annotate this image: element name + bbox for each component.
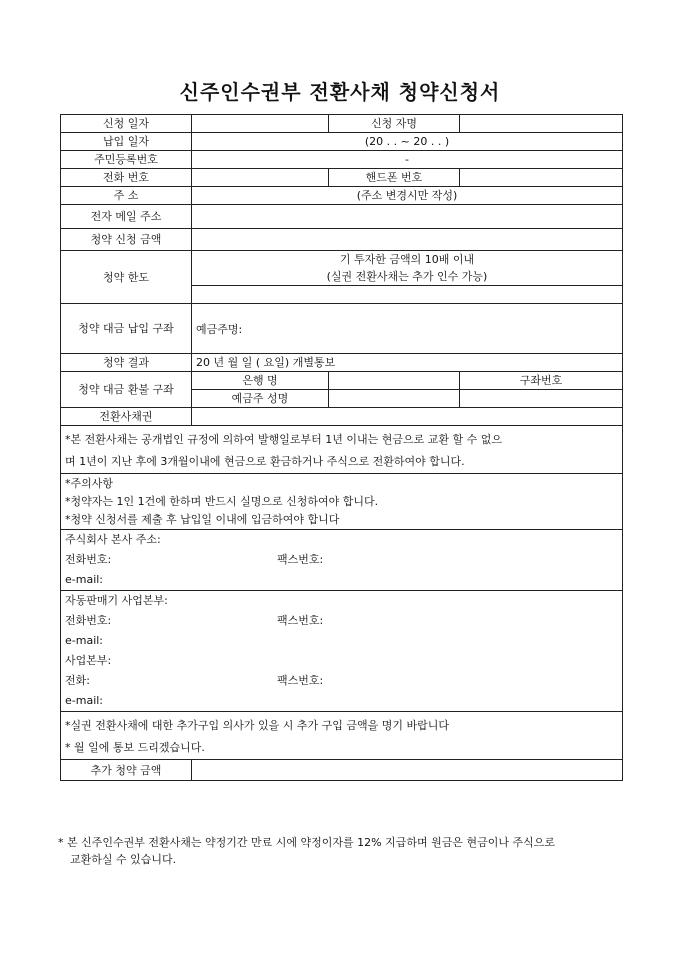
caution-line2: *청약 신청서를 제출 후 납입일 이내에 입금하여야 합니다 (65, 513, 340, 526)
extra-amount-label: 추가 청약 금액 (61, 760, 192, 781)
pay-date-field[interactable]: (20 . . ~ 20 . . ) (192, 133, 623, 151)
footnote (58, 834, 628, 868)
limit-note-line1: 기 투자한 금액의 10배 이내 (339, 253, 475, 266)
vending-fax: 팩스번호: (277, 614, 324, 627)
row-notice-extra (61, 712, 623, 760)
extra-line2: * 월 일에 통보 드리겠습니다. (65, 741, 205, 754)
mobile-label: 핸드폰 번호 (329, 169, 460, 187)
applicant-name-label: 신청 자명 (329, 115, 460, 133)
mobile-field[interactable] (460, 169, 623, 187)
address-field[interactable]: (주소 변경시만 작성) (192, 187, 623, 205)
form-title: 신주인수권부 전환사채 청약신청서 (179, 80, 501, 104)
limit-field[interactable] (192, 286, 623, 304)
row-refund-bank (61, 372, 623, 390)
extra-line1: *실권 전환사채에 대한 추가구입 의사가 있을 시 추가 구입 금액을 명기 바랍니다 (65, 719, 449, 732)
row-notice-caution (61, 474, 623, 530)
limit-label: 청약 한도 (61, 251, 192, 304)
depositor-name-label: 예금주 성명 (192, 390, 329, 408)
footnote-line1: * 본 신주인수권부 전환사채는 약정기간 만료 시에 약정이자를 12% 지급하며 원금은 현금이나 주식으로 (58, 836, 555, 849)
row-resident-no (61, 151, 623, 169)
account-no-label: 구좌번호 (460, 372, 623, 390)
biz-fax: 팩스번호: (277, 674, 324, 687)
limit-note (192, 251, 623, 286)
hq-email: e-mail: (65, 573, 104, 586)
bank-name-label: 은행 명 (192, 372, 329, 390)
limit-note-line2: (실권 전환사채는 추가 인수 가능) (326, 270, 488, 283)
amount-field[interactable] (192, 229, 623, 251)
hq-contact-box (61, 530, 623, 591)
vending-phone-fax (65, 611, 618, 631)
row-branch-contact (61, 591, 623, 712)
resident-no-label: 주민등록번호 (61, 151, 192, 169)
account-no-field[interactable] (460, 390, 623, 408)
hq-phone: 전화번호: (65, 553, 112, 566)
extra-amount-field[interactable] (192, 760, 623, 781)
notice-extra-purchase (61, 712, 623, 760)
bond-right-label: 전환사채권 (61, 408, 192, 426)
row-phone (61, 169, 623, 187)
row-limit (61, 251, 623, 286)
result-label: 청약 결과 (61, 354, 192, 372)
footnote-line2: 교환하실 수 있습니다. (70, 853, 177, 866)
phone-label: 전화 번호 (61, 169, 192, 187)
row-amount (61, 229, 623, 251)
depositor-name-field[interactable] (329, 390, 460, 408)
pay-account-field[interactable] (192, 304, 623, 354)
row-apply-date (61, 115, 623, 133)
row-hq-contact (61, 530, 623, 591)
vending-phone: 전화번호: (65, 614, 112, 627)
phone-field[interactable] (192, 169, 329, 187)
apply-date-field[interactable] (192, 115, 329, 133)
depositor-label: 예금주명: (196, 323, 243, 336)
pay-date-label: 납입 일자 (61, 133, 192, 151)
address-label: 주 소 (61, 187, 192, 205)
email-field[interactable] (192, 205, 623, 229)
caution-line1: *청약자는 1인 1건에 한하며 반드시 실명으로 신청하여야 합니다. (65, 495, 379, 508)
biz-email: e-mail: (65, 694, 104, 707)
notice-cash-line2: 며 1년이 지난 후에 3개월이내에 현금으로 환금하거나 주식으로 전환하여야 합니다. (65, 455, 465, 468)
branch-contact-box (61, 591, 623, 712)
biz-phone-fax (65, 671, 618, 691)
notice-cash-exchange (61, 426, 623, 474)
hq-fax: 팩스번호: (277, 553, 324, 566)
vending-email: e-mail: (65, 634, 104, 647)
row-bond-right (61, 408, 623, 426)
row-result (61, 354, 623, 372)
row-pay-date (61, 133, 623, 151)
row-extra-amount (61, 760, 623, 781)
resident-no-field[interactable]: - (192, 151, 623, 169)
caution-head: *주의사항 (65, 477, 114, 490)
row-pay-account (61, 304, 623, 354)
row-notice-cash (61, 426, 623, 474)
hq-phone-fax (65, 550, 618, 570)
application-form-table (60, 114, 623, 781)
biz-division: 사업본부: (65, 654, 112, 667)
hq-address: 주식회사 본사 주소: (65, 533, 161, 546)
notice-caution (61, 474, 623, 530)
bond-right-field[interactable] (192, 408, 623, 426)
result-field[interactable]: 20 년 월 일 ( 요일) 개별통보 (192, 354, 623, 372)
row-email (61, 205, 623, 229)
biz-phone: 전화: (65, 674, 90, 687)
apply-date-label: 신청 일자 (61, 115, 192, 133)
vending-division: 자동판매기 사업본부: (65, 594, 168, 607)
amount-label: 청약 신청 금액 (61, 229, 192, 251)
pay-account-label: 청약 대금 납입 구좌 (61, 304, 192, 354)
bank-name-field[interactable] (329, 372, 460, 390)
applicant-name-field[interactable] (460, 115, 623, 133)
notice-cash-line1: *본 전환사채는 공개법인 규정에 의하여 발행일로부터 1년 이내는 현금으로 교환 할 수 없으 (65, 433, 502, 446)
row-address (61, 187, 623, 205)
email-label: 전자 메일 주소 (61, 205, 192, 229)
refund-account-label: 청약 대금 환불 구좌 (61, 372, 192, 408)
